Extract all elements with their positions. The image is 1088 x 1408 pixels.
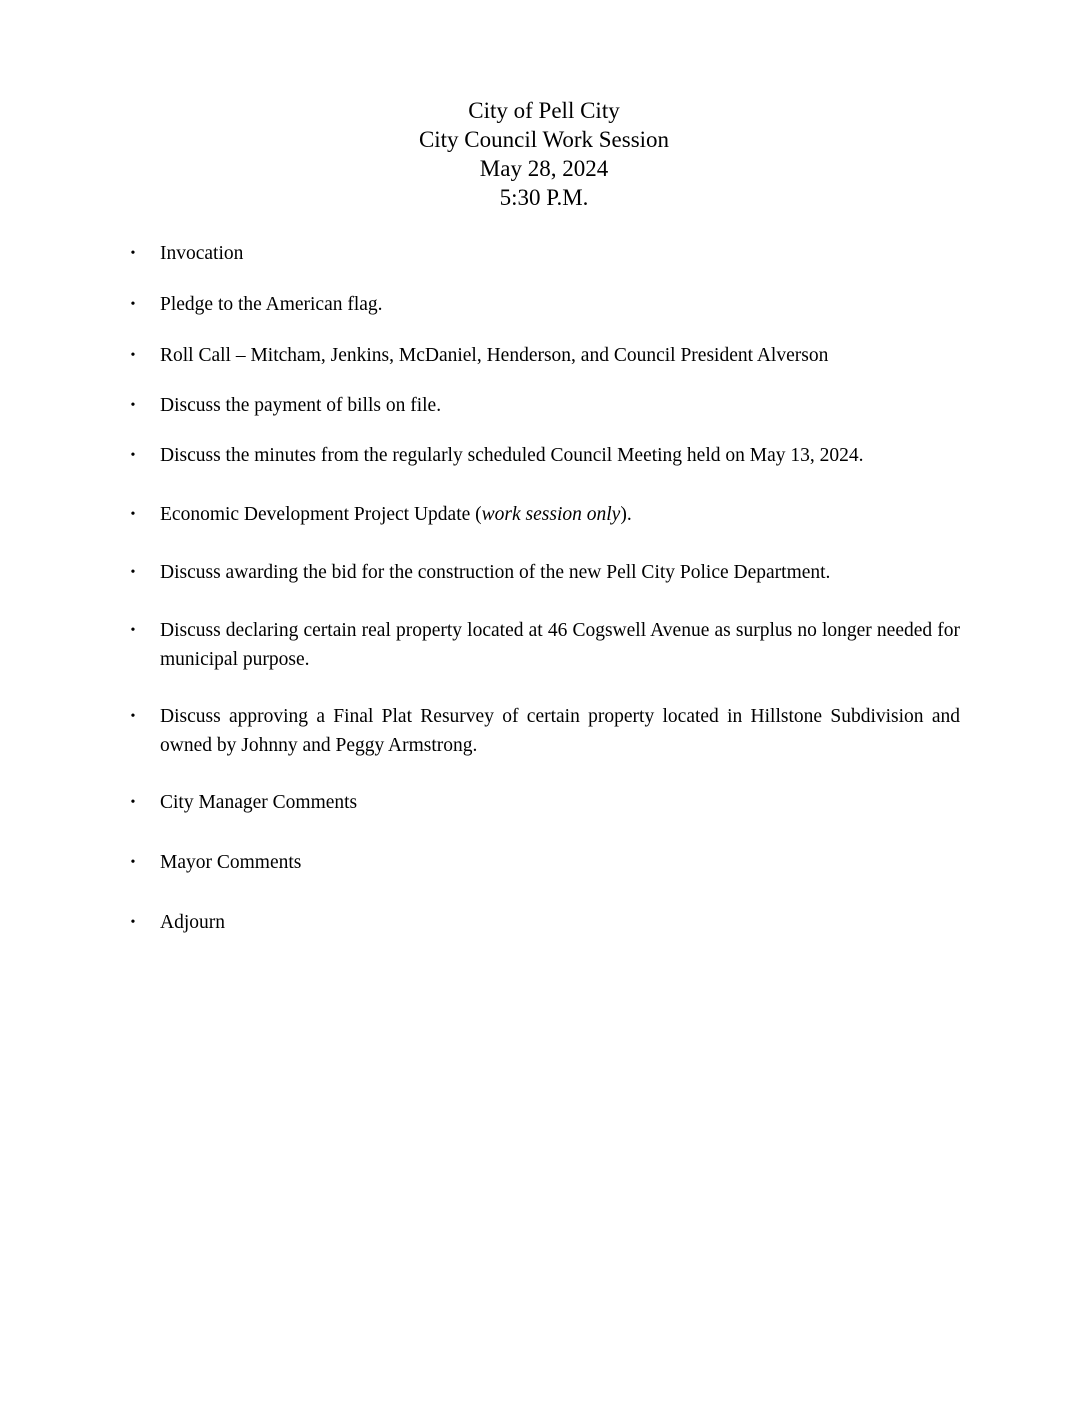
agenda-item-bills [130, 391, 960, 420]
agenda-item-text: Pledge to the American flag. [160, 294, 383, 315]
bullet-icon: • [130, 915, 136, 930]
agenda-item-mayor [130, 848, 960, 877]
bullet-icon: • [130, 565, 136, 580]
econ-prefix: Economic Development Project Update ( [160, 504, 482, 525]
agenda-item-text: Roll Call – Mitcham, Jenkins, McDaniel, Henderson, and Council President Alverson [160, 345, 829, 366]
agenda-item-text [160, 500, 960, 529]
bullet-icon: • [130, 348, 136, 363]
bullet-icon: • [130, 623, 136, 638]
agenda-item-roll-call [130, 341, 960, 370]
agenda-item-adjourn [130, 908, 960, 937]
agenda-item-text: City Manager Comments [160, 792, 358, 813]
agenda-item-final-plat [130, 702, 960, 760]
agenda-item-text: Discuss awarding the bid for the construction of the new Pell City Police Department. [160, 562, 831, 583]
bullet-icon: • [130, 448, 136, 463]
bullet-icon: • [130, 795, 136, 810]
econ-suffix: ). [620, 504, 632, 525]
bullet-icon: • [130, 507, 136, 522]
agenda-item-economic-development [130, 500, 960, 529]
header-city-name: City of Pell City [468, 98, 620, 123]
agenda-item-city-manager [130, 788, 960, 817]
agenda-item-text: Adjourn [160, 912, 225, 933]
agenda-item-police-bid [130, 558, 960, 587]
header-meeting-type: City Council Work Session [418, 127, 670, 152]
agenda-item-minutes [130, 441, 960, 470]
agenda-item-text: Discuss approving a Final Plat Resurvey of certain property located in Hillstone Subdivision and owned by Johnny and Peggy Armstrong. [160, 706, 960, 756]
agenda-item-text: Invocation [160, 243, 244, 264]
agenda-item-text: Discuss declaring certain real property located at 46 Cogswell Avenue as surplus no longer needed for municipal purpose. [160, 620, 960, 670]
bullet-icon: • [130, 709, 136, 724]
agenda-item-text: Discuss the minutes from the regularly scheduled Council Meeting held on May 13, 2024. [160, 445, 864, 466]
agenda-item-pledge [130, 290, 960, 319]
bullet-icon: • [130, 297, 136, 312]
bullet-icon: • [130, 398, 136, 413]
header-time: 5:30 P.M. [499, 185, 589, 210]
agenda-item-text: Mayor Comments [160, 852, 302, 873]
econ-emphasis: work session only [481, 504, 621, 525]
bullet-icon: • [130, 246, 136, 261]
agenda-item-surplus-property [130, 616, 960, 674]
agenda-item-invocation [130, 239, 960, 268]
bullet-icon: • [130, 855, 136, 870]
agenda-item-text: Discuss the payment of bills on file. [160, 395, 442, 416]
document-header [0, 96, 1088, 212]
header-date: May 28, 2024 [479, 156, 609, 181]
